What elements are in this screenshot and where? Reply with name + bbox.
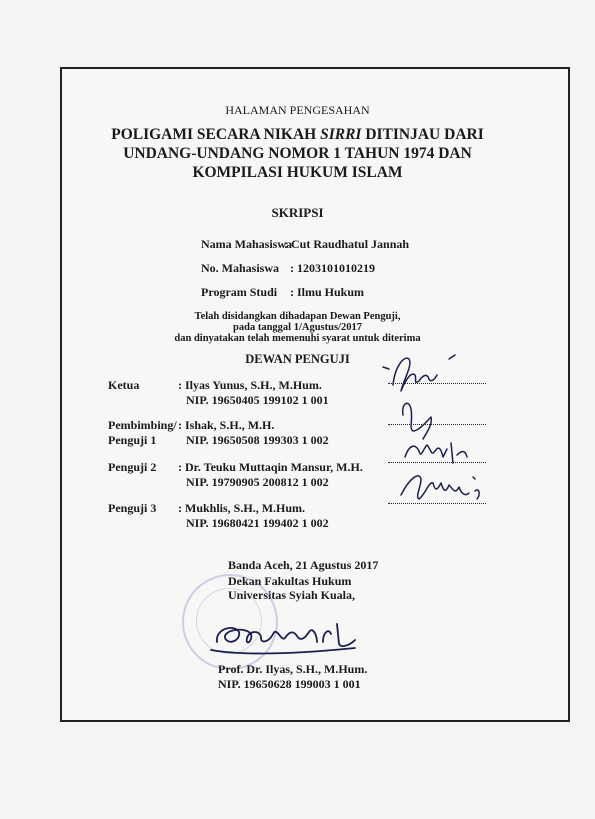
examiner-signatures [375,345,505,530]
dean-nip: NIP. 19650628 199003 1 001 [218,677,361,691]
thesis-title-line-3: KOMPILASI HUKUM ISLAM [192,164,403,181]
examiner-name-2: : Ishak, S.H., M.H. [178,418,275,432]
examiner-role-penguji-1: Penguji 1 [108,433,157,447]
examiner-name-3: : Dr. Teuku Muttaqin Mansur, M.H. [178,460,363,474]
title-italic-word: SIRRI [320,126,362,143]
title-part-2: DITINJAU DARI [361,126,484,143]
examiner-role-ketua: Ketua [108,378,140,392]
defense-statement-line-3: dan dinyatakan telah memenuhi syarat untuk diterima [174,333,421,344]
examiner-nip-4: NIP. 19680421 199402 1 002 [186,516,329,530]
study-program-value: : Ilmu Hukum [290,285,365,299]
examiner-role-pembimbing: Pembimbing/ [108,418,177,432]
student-number-label: No. Mahasiswa [201,261,280,275]
examiner-name-4: : Mukhlis, S.H., M.Hum. [178,501,306,515]
dean-name: Prof. Dr. Ilyas, S.H., M.Hum. [218,662,368,676]
examiner-role-penguji-2: Penguji 2 [108,460,157,474]
student-number-value: : 1203101010219 [290,261,375,275]
defense-statement-line-1: Telah disidangkan dihadapan Dewan Penguji, [194,311,401,322]
title-part-1: POLIGAMI SECARA NIKAH [111,126,321,143]
dean-title: Dekan Fakultas Hukum [228,574,352,588]
examiner-board-title: DEWAN PENGUJI [245,352,350,366]
examiner-nip-2: NIP. 19650508 199303 1 002 [186,433,329,447]
student-name-value: : Cut Raudhatul Jannah [284,237,410,251]
examiner-role-penguji-3: Penguji 3 [108,501,157,515]
thesis-title-line-1 [0,125,595,144]
examiner-name-1: : Ilyas Yunus, S.H., M.Hum. [178,378,322,392]
defense-statement-line-2: pada tanggal 1/Agustus/2017 [233,322,362,333]
approval-place-date: Banda Aceh, 21 Agustus 2017 [228,558,379,572]
page-heading: HALAMAN PENGESAHAN [225,103,370,117]
thesis-title-line-2: UNDANG-UNDANG NOMOR 1 TAHUN 1974 DAN [123,145,472,162]
examiner-nip-3: NIP. 19790905 200812 1 002 [186,475,329,489]
study-program-label: Program Studi [201,285,278,299]
skripsi-label: SKRIPSI [271,205,324,220]
examiner-nip-1: NIP. 19650405 199102 1 001 [186,393,329,407]
dean-signature [205,612,365,660]
university-name: Universitas Syiah Kuala, [228,588,356,602]
student-name-label: Nama Mahasiswa [201,237,293,251]
